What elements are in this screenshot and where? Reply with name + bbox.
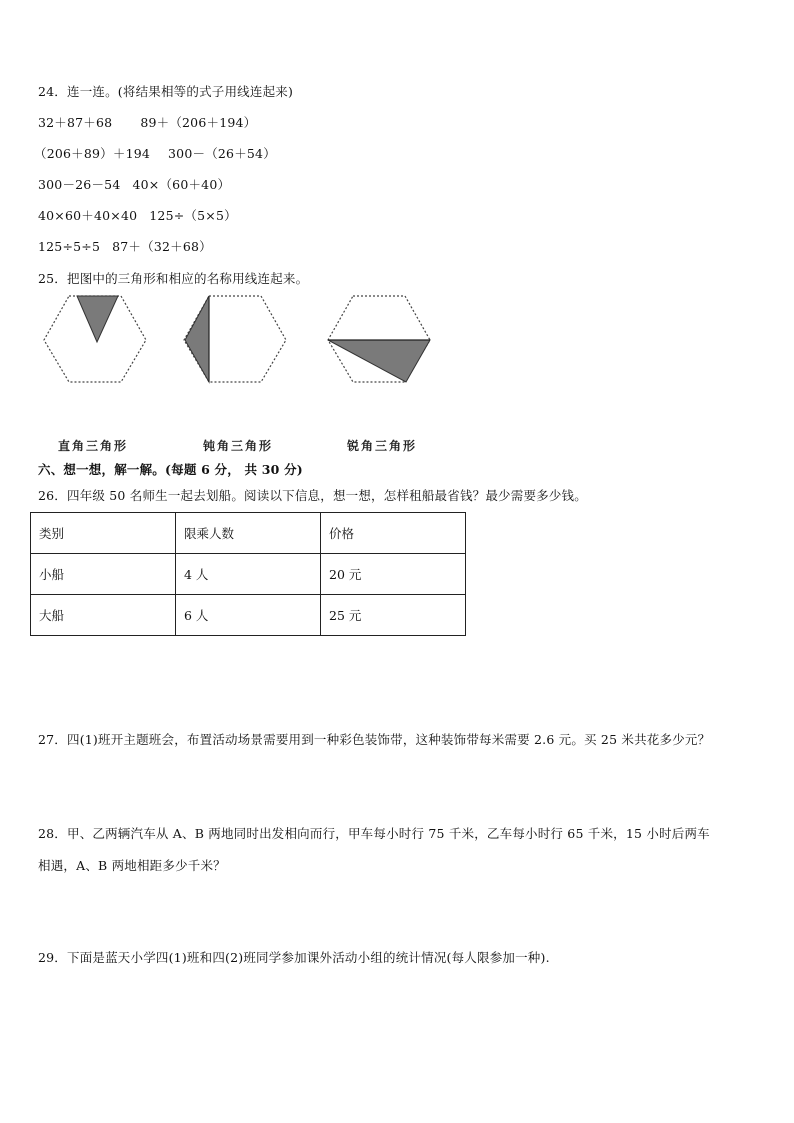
table-cell: 25 元 — [321, 595, 466, 636]
table-cell: 6 人 — [176, 595, 321, 636]
hexagon-right-triangle-figure — [42, 292, 148, 386]
q24-row — [38, 239, 212, 255]
table-cell: 小船 — [31, 554, 176, 595]
q24-right-expr: 125÷（5×5） — [149, 208, 237, 223]
q24-right-expr: 87＋（32＋68） — [112, 239, 212, 254]
q26-title: 26．四年级 50 名师生一起去划船。阅读以下信息，想一想，怎样租船最省钱？最少需要多少钱。 — [38, 488, 587, 503]
figure-label-obtuse-triangle: 钝角三角形 — [203, 439, 274, 453]
table-header-cell: 限乘人数 — [176, 513, 321, 554]
q28-line1: 28．甲、乙两辆汽车从 A、B 两地同时出发相向而行，甲车每小时行 75 千米，乙车每小时行 65 千米，15 小时后两车 — [38, 826, 710, 841]
q28-line2: 相遇，A、B 两地相距多少千米？ — [38, 858, 226, 873]
q24-row — [38, 115, 256, 131]
q25-title: 25．把图中的三角形和相应的名称用线连起来。 — [38, 271, 309, 286]
table-row — [31, 595, 466, 636]
figure-label-right-triangle: 直角三角形 — [58, 439, 129, 453]
q24-right-expr: 300－（26＋54） — [168, 146, 276, 161]
q24-left-expr: 300－26－54 — [38, 177, 121, 192]
table-cell: 4 人 — [176, 554, 321, 595]
figure-label-acute-triangle: 锐角三角形 — [347, 439, 418, 453]
table-cell: 大船 — [31, 595, 176, 636]
table-header-row — [31, 513, 466, 554]
table-header-cell: 类别 — [31, 513, 176, 554]
hexagon-figures — [38, 292, 458, 392]
boat-info-table — [30, 512, 466, 636]
table-header-cell: 价格 — [321, 513, 466, 554]
table-row — [31, 554, 466, 595]
q24-row — [34, 146, 276, 162]
q29-title: 29．下面是蓝天小学四(1)班和四(2)班同学参加课外活动小组的统计情况(每人限参加一种). — [38, 950, 550, 965]
q24-row — [38, 177, 230, 193]
q24-right-expr: 40×（60＋40） — [132, 177, 231, 192]
q24-left-expr: 40×60＋40×40 — [38, 208, 138, 223]
q24-title: 24．连一连。(将结果相等的式子用线连起来) — [38, 84, 294, 99]
section-six-title: 六、想一想，解一解。(每题 6 分， 共 30 分) — [38, 462, 303, 477]
hexagon-obtuse-triangle-figure — [182, 292, 288, 386]
q27-title: 27．四(1)班开主题班会，布置活动场景需要用到一种彩色装饰带，这种装饰带每米需要 2.6 元。买 25 米共花多少元？ — [38, 732, 711, 747]
hexagon-acute-triangle-figure — [326, 292, 432, 386]
q24-row — [38, 208, 237, 224]
q24-left-expr: 125÷5÷5 — [38, 239, 101, 254]
q24-left-expr: 32＋87＋68 — [38, 115, 113, 130]
q24-right-expr: 89＋（206＋194） — [140, 115, 257, 130]
q24-left-expr: （206＋89）＋194 — [34, 146, 151, 161]
table-cell: 20 元 — [321, 554, 466, 595]
